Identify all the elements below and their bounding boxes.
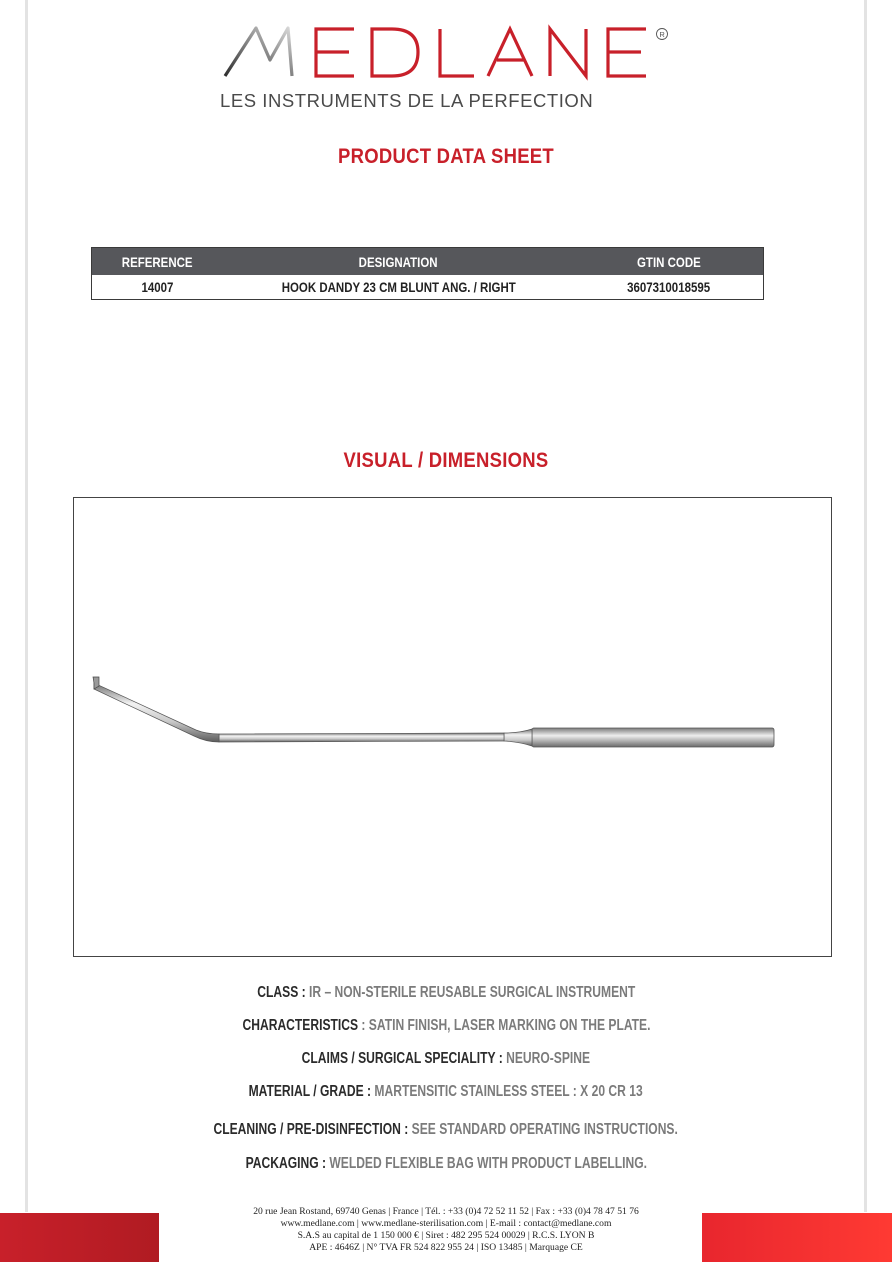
cell-gtin-code: 3607310018595: [627, 279, 711, 295]
footer-line-company: S.A.S au capital de 1 150 000 € | Siret : 482 295 524 00029 | R.C.S. LYON B: [297, 1230, 595, 1241]
footer-address: [0, 1206, 892, 1254]
spec-claims: CLAIMS / SURGICAL SPECIALITY : NEURO-SPINE: [301, 1050, 591, 1067]
visual-frame: [73, 497, 832, 957]
footer-line-registration: APE : 4646Z | N° TVA FR 524 822 955 24 | ISO 13485 | Marquage CE: [309, 1242, 583, 1253]
table-row: [92, 275, 763, 299]
cell-designation: HOOK DANDY 23 CM BLUNT ANG. / RIGHT: [281, 279, 516, 295]
header-designation: DESIGNATION: [359, 253, 438, 270]
product-data-sheet-title: PRODUCT DATA SHEET: [338, 145, 554, 168]
reference-table: [91, 247, 764, 300]
cell-reference: 14007: [141, 279, 173, 295]
visual-dimensions-title: VISUAL / DIMENSIONS: [343, 449, 549, 472]
header-gtin-code: GTIN CODE: [637, 253, 701, 270]
table-header-row: [92, 248, 763, 275]
header-reference: REFERENCE: [121, 253, 193, 270]
hook-dandy-instrument-image: [74, 498, 831, 956]
spec-packaging: PACKAGING : WELDED FLEXIBLE BAG WITH PRODUCT LABELLING.: [245, 1155, 647, 1172]
spec-cleaning: CLEANING / PRE-DISINFECTION : SEE STANDARD OPERATING INSTRUCTIONS.: [213, 1121, 679, 1138]
footer-line-address: 20 rue Jean Rostand, 69740 Genas | France | Tél. : +33 (0)4 72 52 11 52 | Fax : +33 (0)4 78 47 51 76: [253, 1206, 639, 1217]
svg-text:R: R: [659, 30, 665, 39]
footer-line-web: www.medlane.com | www.medlane-sterilisation.com | E-mail : contact@medlane.com: [280, 1218, 612, 1229]
spec-class: CLASS : IR – NON-STERILE REUSABLE SURGICAL INSTRUMENT: [257, 984, 635, 1001]
spec-characteristics: CHARACTERISTICS : SATIN FINISH, LASER MARKING ON THE PLATE.: [242, 1017, 650, 1034]
spec-material: MATERIAL / GRADE : MARTENSITIC STAINLESS STEEL : X 20 CR 13: [248, 1083, 644, 1100]
brand-tagline: LES INSTRUMENTS DE LA PERFECTION: [220, 90, 594, 111]
